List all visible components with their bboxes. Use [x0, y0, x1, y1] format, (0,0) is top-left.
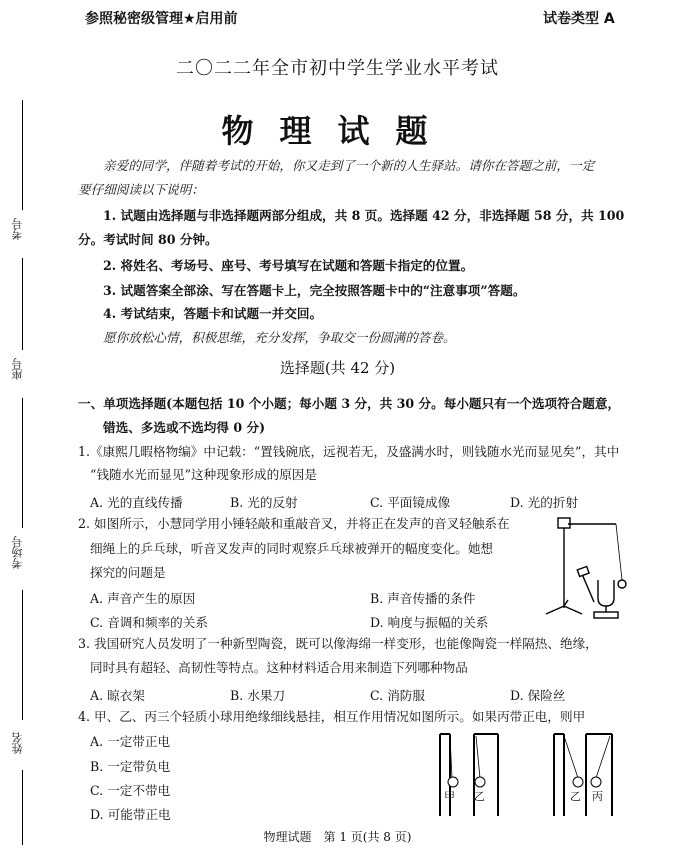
- q1-option-a: A. 光的直线传播: [90, 495, 183, 510]
- q2-line1: 2. 如图所示，小慧同学用小锤轻敲和重敲音叉，并将正在发声的音叉轻触系在: [78, 516, 510, 531]
- q2-line3: 探究的问题是: [90, 565, 166, 580]
- rule-3: 3. 试题答案全部涂、写在答题卡上，完全按照答题卡中的“注意事项”答题。: [103, 283, 526, 298]
- q3-option-c: C. 消防服: [370, 688, 425, 703]
- q3-option-a: A. 晾衣架: [90, 688, 145, 703]
- q3-option-b: B. 水果刀: [230, 688, 286, 703]
- hanging-balls-figure: [436, 730, 636, 820]
- q3-line2: 同时具有超轻、高韧性等特点。这种材料适合用来制造下列哪种物品: [90, 660, 468, 675]
- intro-greeting-2: 要仔细阅读以下说明：: [78, 182, 204, 197]
- rule-1a: 1. 试题由选择题与非选择题两部分组成，共 8 页。选择题 42 分，非选择题 58 分，共 100: [103, 208, 625, 223]
- binding-line: [22, 590, 23, 720]
- q4-line1: 4. 甲、乙、丙三个轻质小球用绝缘细线悬挂，相互作用情况如图所示。如果丙带正电，则甲: [78, 709, 586, 724]
- q1-line2: “钱随水光而显见”这种现象形成的原因是: [90, 467, 317, 482]
- intro-wish: 愿你放松心情，积极思维，充分发挥，争取交一份圆满的答卷。: [103, 330, 456, 345]
- page-title: 物理试题: [221, 112, 454, 150]
- section-title: 选择题(共 42 分): [279, 359, 396, 377]
- q3-option-d: D. 保险丝: [510, 688, 566, 703]
- q2-option-a: A. 声音产生的原因: [90, 591, 196, 606]
- binding-line: [22, 398, 23, 528]
- rule-4: 4. 考试结束，答题卡和试题一并交回。: [103, 306, 323, 321]
- side-label-room-no: 考场号: [11, 536, 24, 569]
- paper-type-label: 试卷类型 A: [543, 11, 615, 27]
- rule-1b: 分。考试时间 80 分钟。: [78, 232, 218, 247]
- confidential-label: 参照秘密级管理★启用前: [85, 11, 238, 27]
- q4-option-d: D. 可能带正电: [90, 807, 171, 822]
- q4-option-b: B. 一定带负电: [90, 759, 171, 774]
- rule-2: 2. 将姓名、考场号、座号、考号填写在试题和答题卡指定的位置。: [103, 258, 474, 273]
- binding-line: [22, 100, 23, 210]
- q1-option-c: C. 平面镜成像: [370, 495, 451, 510]
- q1-option-d: D. 光的折射: [510, 495, 579, 510]
- q1-option-b: B. 光的反射: [230, 495, 298, 510]
- ball-label-bing: 丙: [592, 790, 603, 803]
- part1-line2: 错选、多选或不选均得 0 分): [103, 420, 266, 435]
- q3-line1: 3. 我国研究人员发明了一种新型陶瓷，既可以像海绵一样变形，也能像陶瓷一样隔热、绝缘，: [78, 636, 598, 651]
- side-label-name: 姓名: [11, 732, 24, 754]
- ball-label-yi-2: 乙: [570, 790, 581, 803]
- q1-line1: 1.《康熙几暇格物编》中记载：“置钱碗底，远视若无，及盛满水时，则钱随水光而显见矣”，其中: [78, 444, 620, 459]
- q2-line2: 细绳上的乒乓球，听音叉发声的同时观察乒乓球被弹开的幅度变化。她想: [90, 541, 493, 556]
- q2-option-d: D. 响度与振幅的关系: [370, 615, 489, 630]
- q4-option-c: C. 一定不带电: [90, 783, 171, 798]
- exam-name: 二〇二二年全市初中学生学业水平考试: [176, 58, 499, 79]
- hanging-balls-frames: [436, 730, 636, 820]
- ball-label-jia: 甲: [444, 790, 455, 803]
- tuning-fork-figure: [538, 510, 638, 620]
- intro-greeting-1: 亲爱的同学，伴随着考试的开始，你又走到了一个新的人生驿站。请你在答题之前，一定: [103, 158, 595, 173]
- side-label-seat-no: 座号: [11, 358, 24, 380]
- ball-label-yi: 乙: [474, 790, 485, 803]
- page-footer: 物理试题 第 1 页(共 8 页): [263, 830, 412, 844]
- q2-option-b: B. 声音传播的条件: [370, 591, 476, 606]
- side-label-exam-no: 考号: [11, 218, 24, 240]
- binding-line: [22, 258, 23, 350]
- q2-option-c: C. 音调和频率的关系: [90, 615, 208, 630]
- part1-line1: 一、单项选择题(本题包括 10 个小题；每小题 3 分，共 30 分。每小题只有一个选项符合题意，: [78, 396, 621, 411]
- q4-option-a: A. 一定带正电: [90, 734, 171, 749]
